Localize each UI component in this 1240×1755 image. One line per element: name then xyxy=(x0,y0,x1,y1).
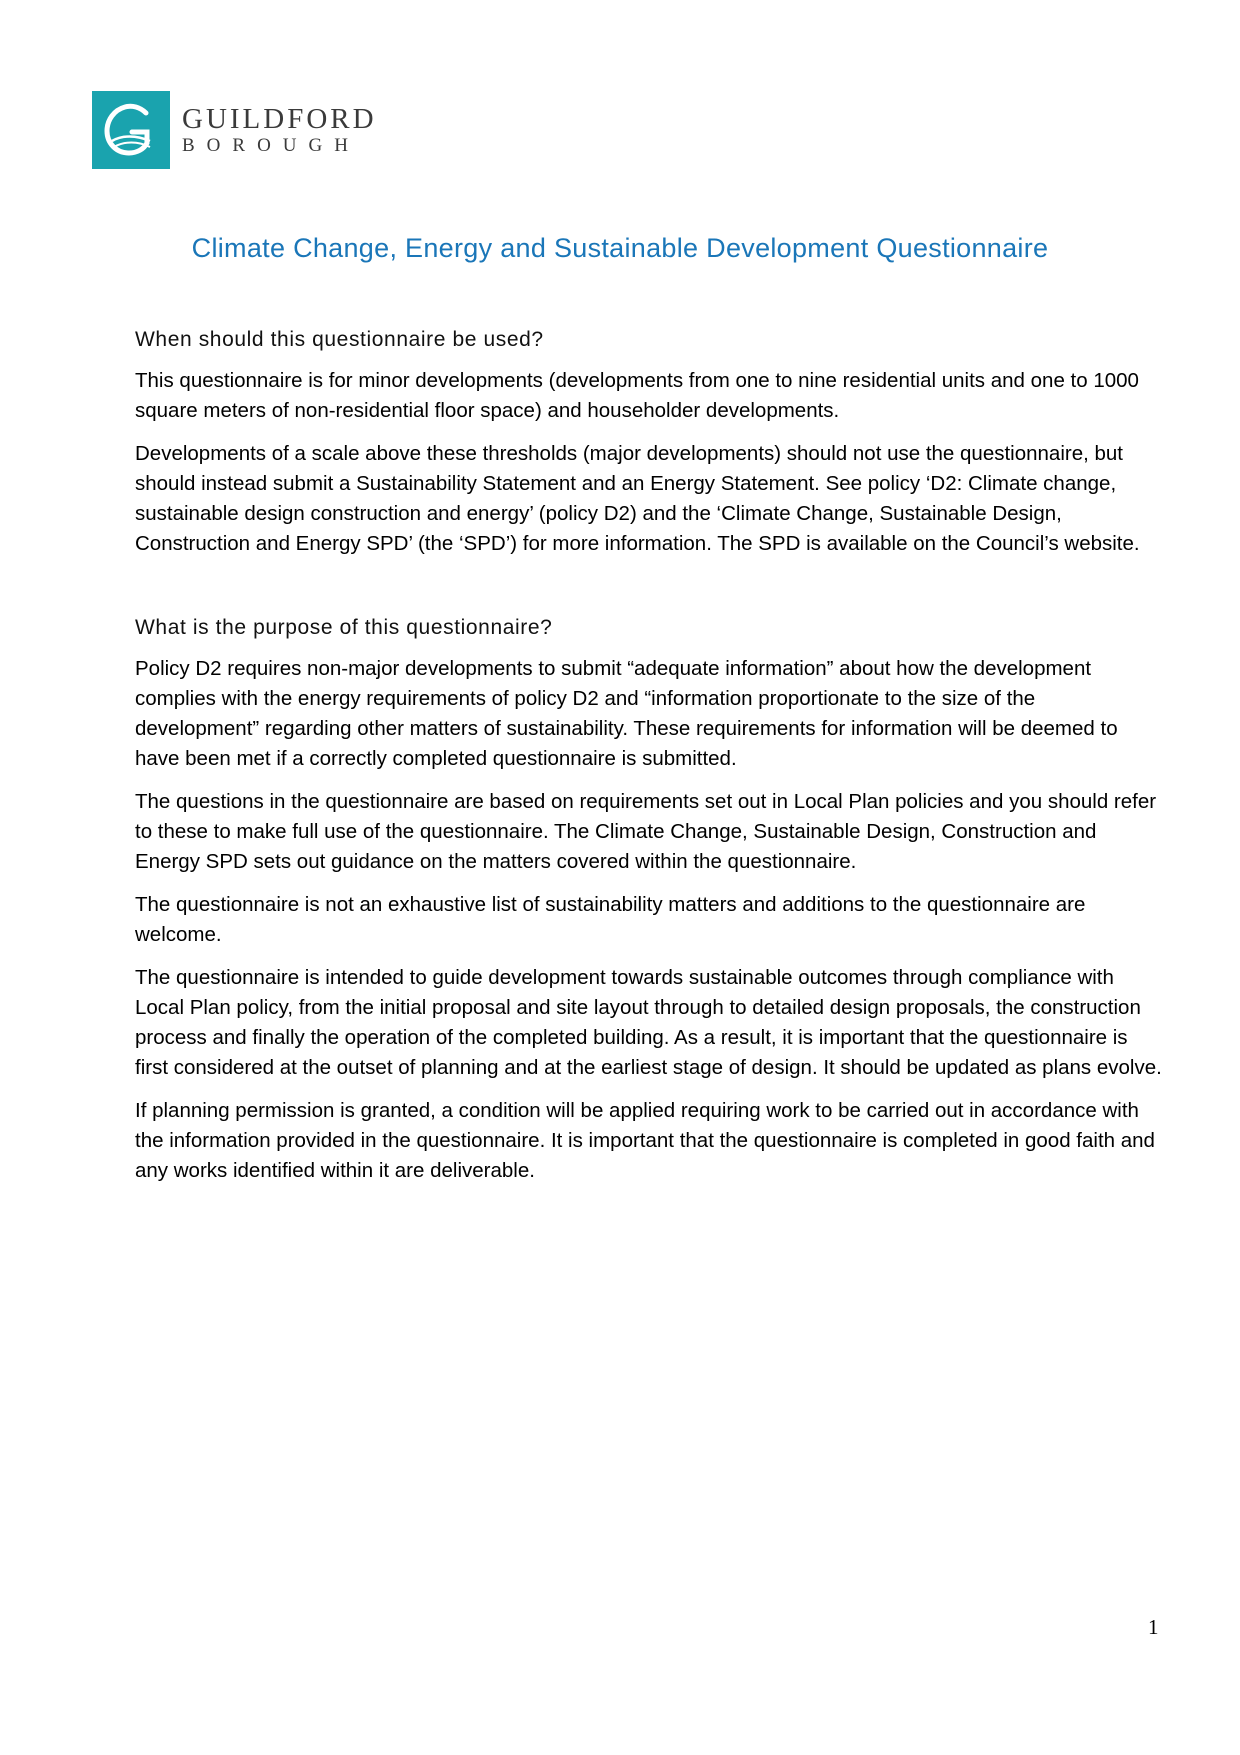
page-number: 1 xyxy=(1148,1615,1159,1639)
paragraph: The questionnaire is intended to guide development towards sustainable outcomes through compliance with Local Plan policy, from the initial proposal and site layout through to detailed design proposals, the construction process and finally the operation of the completed building. As a result, it is important that the questionnaire is first considered at the outset of planning and at the earliest stage of design. It should be updated as plans evolve. xyxy=(135,966,1162,1079)
section-spacer xyxy=(135,572,1165,616)
paragraph: The questionnaire is not an exhaustive list of sustainability matters and additions to the questionnaire are welcome. xyxy=(135,893,1086,946)
paragraph: If planning permission is granted, a condition will be applied requiring work to be carried out in accordance with the information provided in the questionnaire. It is important that the questionnaire is completed in good faith and any works identified within it are deliverable. xyxy=(135,1099,1155,1182)
document-title: Climate Change, Energy and Sustainable Development Questionnaire xyxy=(191,233,1049,263)
paragraph: The questions in the questionnaire are based on requirements set out in Local Plan policies and you should refer to these to make full use of the questionnaire. The Climate Change, Sustainable Design, Construction and Energy SPD sets out guidance on the matters covered within the questionnaire. xyxy=(135,790,1157,873)
guildford-g-logo-icon xyxy=(92,91,170,169)
logo-line-borough: BOROUGH xyxy=(182,135,360,157)
section-heading: When should this questionnaire be used? xyxy=(135,328,544,351)
document-body xyxy=(135,328,1165,1199)
section-heading: What is the purpose of this questionnaire? xyxy=(135,616,553,639)
paragraph: Developments of a scale above these thresholds (major developments) should not use the questionnaire, but should instead submit a Sustainability Statement and an Energy Statement. See policy ‘D2: Climate change, sustainable design construction and energy’ (policy D2) and the ‘Climate Change, Sustainable Design, Construction and Energy SPD’ (the ‘SPD’) for more information. The SPD is available on the Council’s website. xyxy=(135,442,1140,555)
guildford-borough-logo xyxy=(92,80,402,180)
logo-line-guildford: GUILDFORD xyxy=(182,102,377,135)
paragraph: This questionnaire is for minor developments (developments from one to nine residential units and one to 1000 square meters of non-residential floor space) and householder developments. xyxy=(135,369,1139,422)
logo-text xyxy=(182,104,377,156)
paragraph: Policy D2 requires non-major developments to submit “adequate information” about how the development complies with the energy requirements of policy D2 and “information proportionate to the size of the development” regarding other matters of sustainability. These requirements for information will be deemed to have been met if a correctly completed questionnaire is submitted. xyxy=(135,657,1118,770)
